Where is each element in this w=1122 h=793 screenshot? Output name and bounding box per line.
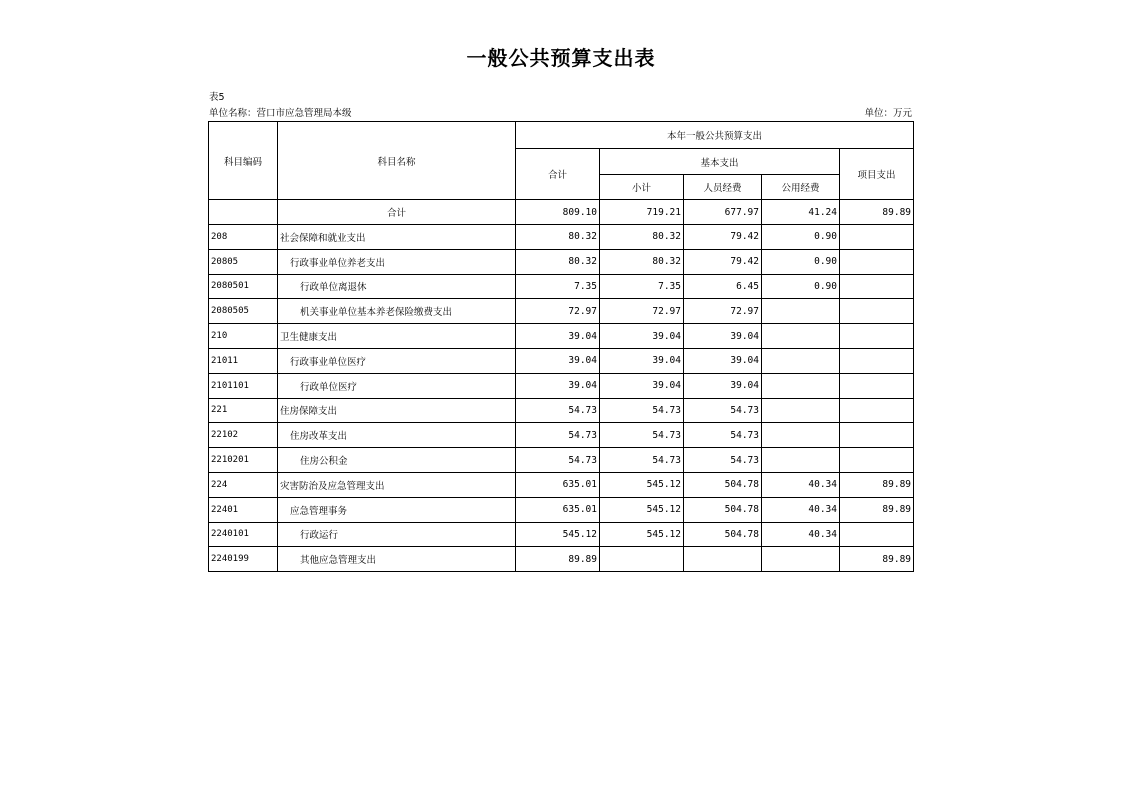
subtotal-cell: 7.35 [600,274,684,299]
table-row [209,423,914,448]
project-cell [840,299,914,324]
personnel-cell [684,547,762,572]
personnel-cell: 79.42 [684,225,762,250]
project-cell [840,423,914,448]
total-cell: 7.35 [516,274,600,299]
header-name: 科目名称 [278,122,516,200]
name-cell: 社会保障和就业支出 [278,225,516,250]
code-cell: 21011 [209,348,278,373]
subtotal-cell: 39.04 [600,348,684,373]
total-cell: 54.73 [516,398,600,423]
name-cell: 住房公积金 [278,448,516,473]
page-title: 一般公共预算支出表 [466,46,656,70]
name-cell: 行政单位离退休 [278,274,516,299]
personnel-cell: 504.78 [684,472,762,497]
name-cell: 行政运行 [278,522,516,547]
code-cell: 2080501 [209,274,278,299]
name-cell: 灾害防治及应急管理支出 [278,472,516,497]
total-cell: 39.04 [516,373,600,398]
public-cell: 40.34 [762,472,840,497]
table-row [209,249,914,274]
public-cell: 40.34 [762,522,840,547]
public-cell [762,398,840,423]
total-personnel-cell: 677.97 [684,200,762,225]
personnel-cell: 54.73 [684,398,762,423]
public-cell [762,299,840,324]
total-subtotal-cell: 719.21 [600,200,684,225]
project-cell: 89.89 [840,472,914,497]
header-personnel: 人员经费 [684,175,762,200]
subtotal-cell: 54.73 [600,448,684,473]
total-cell: 545.12 [516,522,600,547]
code-cell: 22401 [209,497,278,522]
total-cell: 54.73 [516,423,600,448]
total-project-cell: 89.89 [840,200,914,225]
name-cell: 应急管理事务 [278,497,516,522]
subtotal-cell: 80.32 [600,249,684,274]
table-row [209,348,914,373]
header-public: 公用经费 [762,175,840,200]
personnel-cell: 79.42 [684,249,762,274]
total-cell: 39.04 [516,324,600,349]
subtotal-cell: 545.12 [600,522,684,547]
subtotal-cell: 54.73 [600,398,684,423]
project-cell [840,324,914,349]
name-cell: 行政事业单位医疗 [278,348,516,373]
personnel-cell: 6.45 [684,274,762,299]
subtotal-cell: 545.12 [600,472,684,497]
code-cell: 2101101 [209,373,278,398]
code-cell: 2210201 [209,448,278,473]
unit-name-label: 单位名称：营口市应急管理局本级 [209,108,352,119]
header-project: 项目支出 [840,149,914,200]
project-cell [840,225,914,250]
public-cell: 40.34 [762,497,840,522]
total-name-cell: 合计 [278,200,516,225]
total-cell: 80.32 [516,225,600,250]
total-cell: 72.97 [516,299,600,324]
table-row [209,299,914,324]
total-total-cell: 809.10 [516,200,600,225]
code-cell: 2080505 [209,299,278,324]
project-cell [840,274,914,299]
personnel-cell: 504.78 [684,522,762,547]
name-cell: 卫生健康支出 [278,324,516,349]
total-cell: 635.01 [516,497,600,522]
public-cell [762,348,840,373]
subtotal-cell [600,547,684,572]
project-cell [840,522,914,547]
total-public-cell: 41.24 [762,200,840,225]
header-subtotal: 小计 [600,175,684,200]
name-cell: 行政单位医疗 [278,373,516,398]
total-code-cell [209,200,278,225]
code-cell: 2240199 [209,547,278,572]
total-cell: 39.04 [516,348,600,373]
header-group: 本年一般公共预算支出 [516,122,914,149]
project-cell [840,348,914,373]
header-total: 合计 [516,149,600,200]
table-row [209,398,914,423]
public-cell [762,324,840,349]
table-row [209,225,914,250]
table-number-label: 表5 [209,92,225,103]
project-cell [840,448,914,473]
project-cell [840,249,914,274]
public-cell [762,547,840,572]
table-row [209,472,914,497]
total-cell: 635.01 [516,472,600,497]
header-code: 科目编码 [209,122,278,200]
personnel-cell: 54.73 [684,423,762,448]
subtotal-cell: 545.12 [600,497,684,522]
code-cell: 208 [209,225,278,250]
personnel-cell: 39.04 [684,348,762,373]
currency-unit-label: 单位：万元 [864,108,912,119]
public-cell: 0.90 [762,225,840,250]
project-cell: 89.89 [840,547,914,572]
subtotal-cell: 39.04 [600,324,684,349]
code-cell: 22102 [209,423,278,448]
name-cell: 住房改革支出 [278,423,516,448]
table-row [209,522,914,547]
code-cell: 221 [209,398,278,423]
project-cell [840,398,914,423]
public-cell [762,423,840,448]
total-cell: 89.89 [516,547,600,572]
public-cell: 0.90 [762,274,840,299]
name-cell: 机关事业单位基本养老保险缴费支出 [278,299,516,324]
header-basic: 基本支出 [600,149,840,175]
table-row [209,274,914,299]
code-cell: 20805 [209,249,278,274]
total-cell: 80.32 [516,249,600,274]
name-cell: 行政事业单位养老支出 [278,249,516,274]
subtotal-cell: 54.73 [600,423,684,448]
personnel-cell: 504.78 [684,497,762,522]
subtotal-cell: 72.97 [600,299,684,324]
personnel-cell: 39.04 [684,373,762,398]
subtotal-cell: 39.04 [600,373,684,398]
budget-expenditure-table [208,121,914,572]
table-row [209,497,914,522]
table-row [209,448,914,473]
name-cell: 其他应急管理支出 [278,547,516,572]
personnel-cell: 39.04 [684,324,762,349]
personnel-cell: 72.97 [684,299,762,324]
project-cell: 89.89 [840,497,914,522]
public-cell [762,373,840,398]
public-cell: 0.90 [762,249,840,274]
subtotal-cell: 80.32 [600,225,684,250]
code-cell: 2240101 [209,522,278,547]
total-row [209,200,914,225]
public-cell [762,448,840,473]
name-cell: 住房保障支出 [278,398,516,423]
code-cell: 210 [209,324,278,349]
table-row [209,547,914,572]
personnel-cell: 54.73 [684,448,762,473]
code-cell: 224 [209,472,278,497]
total-cell: 54.73 [516,448,600,473]
table-row [209,373,914,398]
project-cell [840,373,914,398]
table-row [209,324,914,349]
